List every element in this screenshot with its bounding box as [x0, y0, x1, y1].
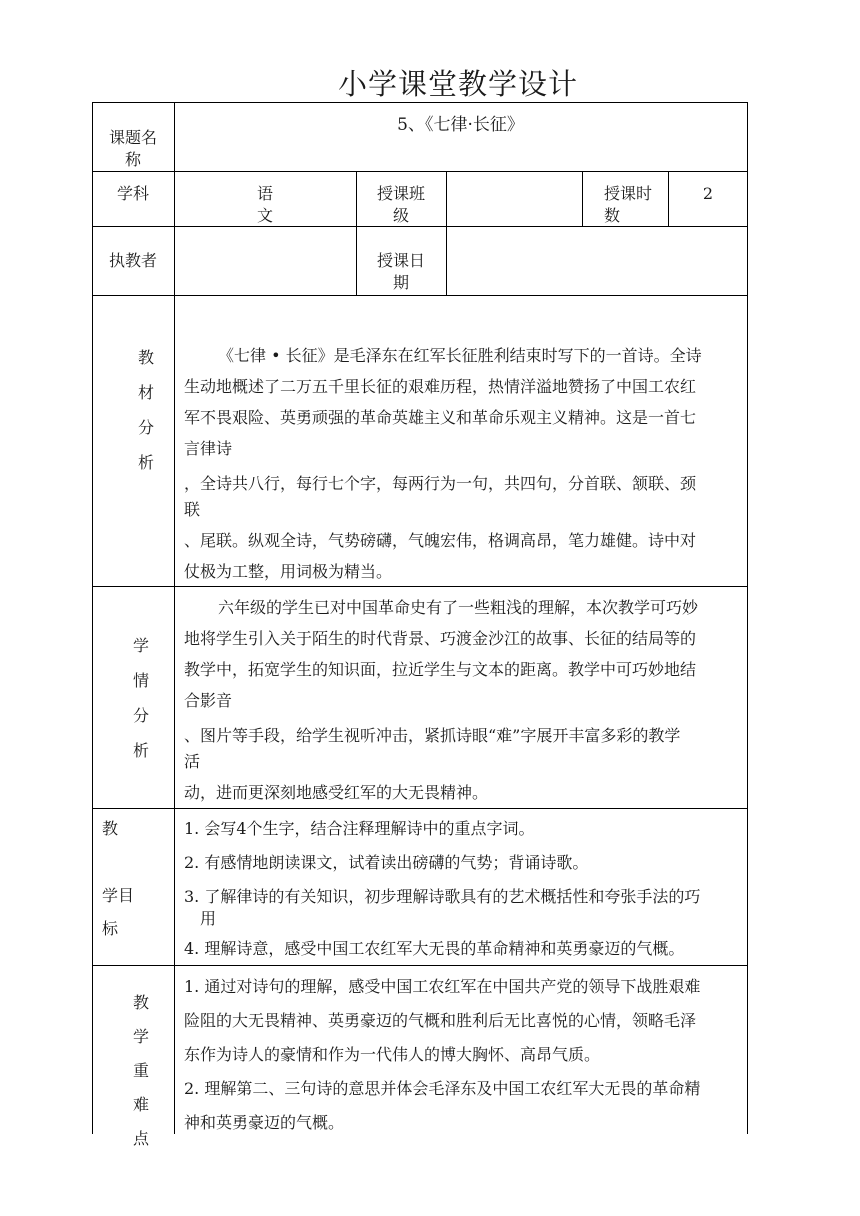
table-border [174, 102, 175, 1134]
lesson-name-label: 课题名 称 [108, 128, 157, 169]
subject-label: 学科 [116, 184, 149, 203]
goals-label-middle: 学目 [102, 886, 135, 905]
teacher-label: 执教者 [108, 251, 157, 270]
lesson-name-value: 5、《七律·长征》 [397, 115, 524, 135]
goal-item: 2. 有感情地朗读课文，试着读出磅礴的气势；背诵诗歌。 [184, 853, 589, 872]
student-analysis-text: 六年级的学生已对中国革命史有了一些粗浅的理解，本次教学可巧妙 地将学生引入关于陌生的时代背景、巧渡金沙江的故事、长征的结局等的 教学中，拓宽学生的知识面，拉近学生与文本的距离。教学中可巧妙地结 合影音 、图片等手段，给学生视听冲击，紧抓诗眼“难”字展开丰富多彩的教学 活 动，进而更深刻地感受红军的大无畏精神。 [184, 598, 699, 802]
goals-label-bottom: 标 [102, 919, 119, 938]
material-analysis-text: 《七律 • 长征》是毛泽东在红军长征胜利结束时写下的一首诗。全诗 生动地概述了二万五千里长征的艰难历程，热情洋溢地赞扬了中国工农红 军不畏艰险、英勇顽强的革命英雄主义和革命乐观主义精神。这是一首七 言律诗 ，全诗共八行，每行七个字，每两行为一句，共四句，分首联、颔联、颈 联 、尾联。纵观全诗，气势磅礴，气魄宏伟，格调高昂，笔力雄健。诗中对 仗极为工整，用词极为精当。 [184, 346, 702, 581]
goals-label-top: 教 [102, 819, 119, 838]
table-border [446, 171, 447, 295]
key-points-text: 1. 通过对诗句的理解，感受中国工农红军在中国共产党的领导下战胜艰难 险阻的大无畏精神、英勇豪迈的气概和胜利后无比喜悦的心情，领略毛泽 东作为诗人的豪情和作为一代伟人的博大胸怀、高昂气质。 2. 理解第二、三句诗的意思并体会毛泽东及中国工农红军大无畏的革命精 神和英勇豪迈的气概。 [184, 977, 701, 1132]
hours-label: 授课时 数 [604, 184, 653, 225]
goal-item: 用 [200, 909, 217, 928]
subject-value: 语 文 [256, 184, 273, 225]
table-border [92, 965, 748, 966]
teaching-goals-list [184, 818, 744, 960]
table-border [92, 295, 748, 296]
table-border [747, 102, 748, 1134]
goal-item: 1. 会写4个生字，结合注释理解诗中的重点字词。 [184, 819, 535, 838]
date-label: 授课日 期 [376, 251, 425, 292]
table-border [92, 171, 748, 172]
goal-item: 4. 理解诗意，感受中国工农红军大无畏的革命精神和英勇豪迈的气概。 [184, 939, 685, 958]
document-title: 小学课堂教学设计 [337, 67, 578, 101]
material-analysis-label: 教 材 分 析 [137, 348, 154, 472]
table-border [92, 102, 748, 103]
goal-item: 3. 了解律诗的有关知识，初步理解诗歌具有的艺术概括性和夸张手法的巧 [184, 887, 701, 906]
hours-value: 2 [702, 184, 714, 203]
student-analysis-label: 学 情 分 析 [132, 636, 149, 760]
class-label: 授课班 级 [376, 184, 425, 225]
table-border [582, 171, 583, 226]
key-points-label: 教 学 重 难 点 [132, 993, 149, 1148]
table-border [92, 808, 748, 809]
